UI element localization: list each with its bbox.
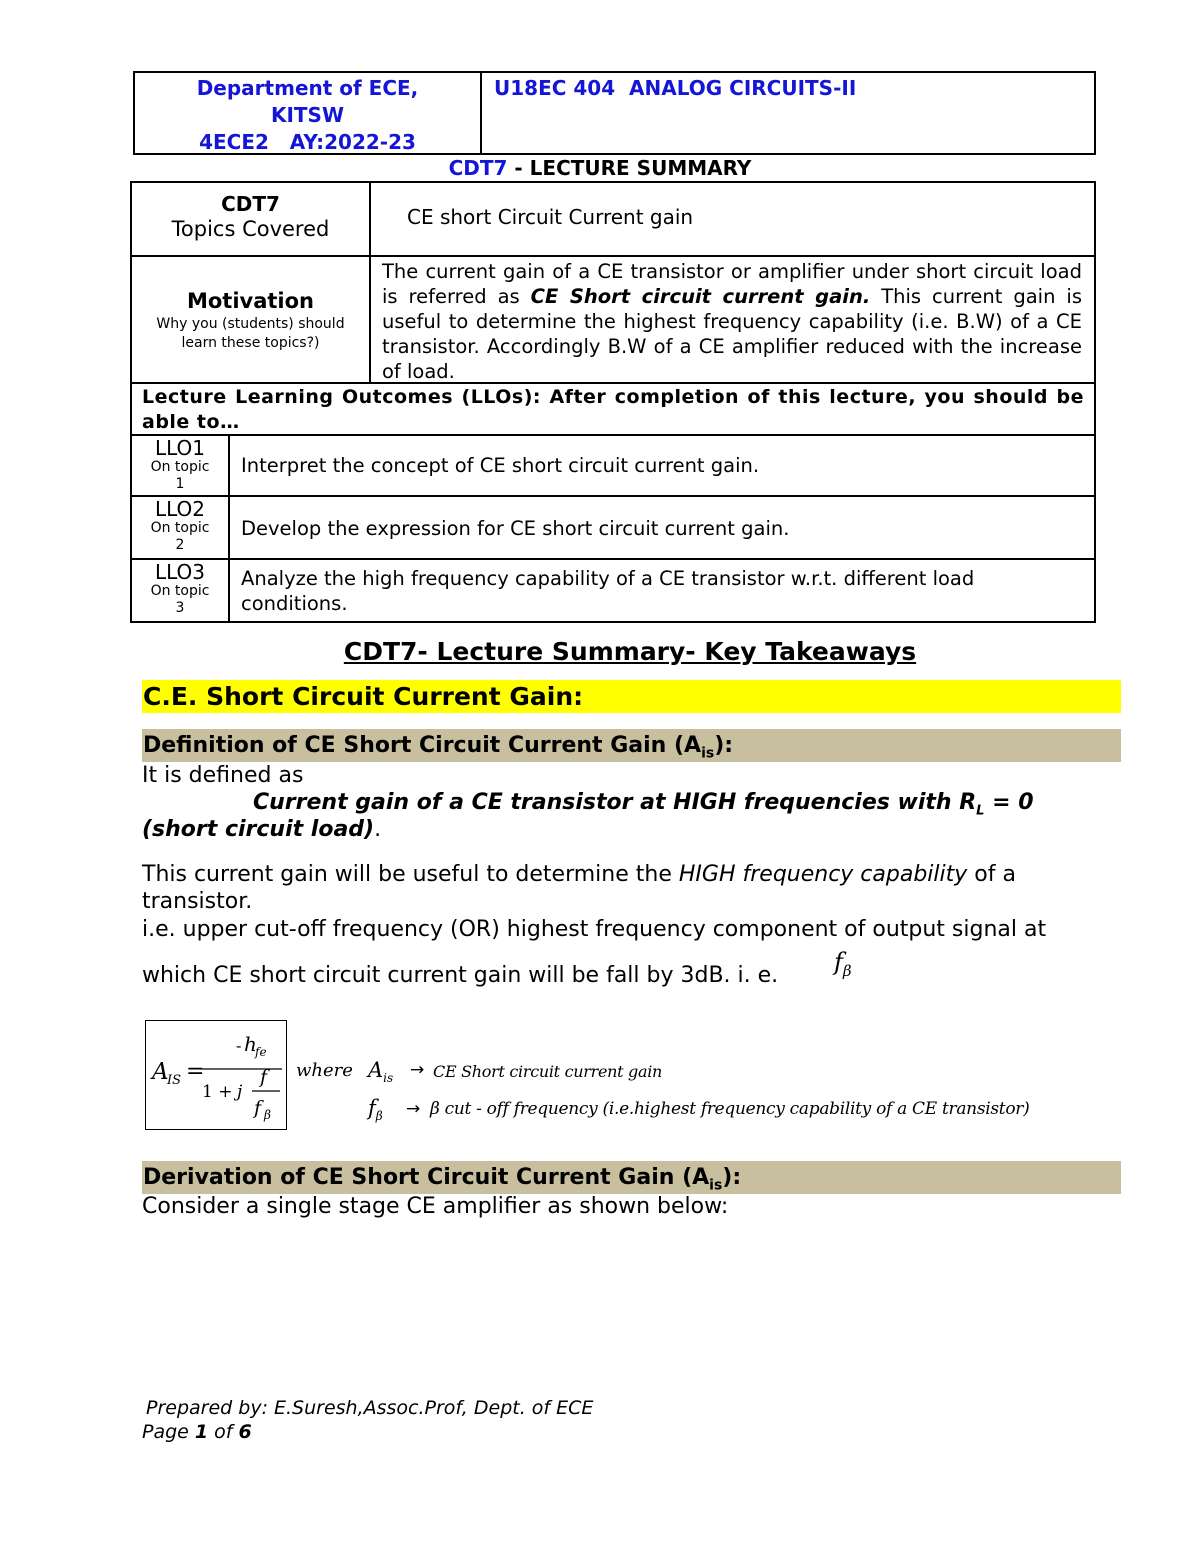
- llo2-code: LLO2: [154, 497, 206, 521]
- llo2-topic: On topic 2: [150, 520, 210, 553]
- definition-para1: This current gain will be useful to determine the HIGH frequency capability of a transistor.: [142, 862, 1016, 914]
- llo2-code-cell: [130, 495, 230, 560]
- section1-title: C.E. Short Circuit Current Gain:: [143, 682, 584, 711]
- svg-text:f: f: [260, 1066, 268, 1088]
- svg-text:β: β: [264, 1108, 271, 1122]
- dept-line-3: 4ECE2 AY:2022-23: [199, 130, 416, 154]
- topics-label-cell: [130, 181, 371, 257]
- llo2-text-cell: [228, 495, 1096, 560]
- llo3-text: Analyze the high frequency capability of a CE transistor w.r.t. different load conditions.: [241, 567, 975, 615]
- motivation-label-cell: [130, 255, 371, 384]
- motivation-text: The current gain of a CE transistor or amplifier under short circuit load is referred as CE Short circuit current gain. This current gain is useful to determine the highest frequency capability (i.e. B.W) of a CE transistor. Accordingly B.W of a CE amplifier reduced with the increase of load.: [382, 260, 1082, 383]
- course-title: U18EC 404 ANALOG CIRCUITS-II: [494, 76, 857, 100]
- header-dept-cell: [133, 71, 482, 155]
- dept-line-1: Department of ECE,: [196, 76, 419, 100]
- header-course-cell: [480, 71, 1096, 155]
- summary-rest: - LECTURE SUMMARY: [507, 156, 752, 180]
- svg-text:fe: fe: [255, 1045, 267, 1059]
- svg-text:-: -: [236, 1036, 242, 1055]
- llo1-topic: On topic 1: [150, 459, 210, 492]
- summary-code: CDT7: [448, 156, 508, 180]
- ais-formula: [146, 1021, 286, 1129]
- llo1-code-cell: [130, 434, 230, 497]
- key-takeaways-heading: CDT7- Lecture Summary- Key Takeaways: [343, 637, 917, 666]
- derivation-heading: Derivation of CE Short Circuit Current Gain $(A_{is})$:: [143, 1165, 742, 1194]
- f-beta-symbol: $f_\beta$: [834, 948, 852, 980]
- llo2-text: Develop the expression for CE short circuit current gain.: [241, 517, 790, 540]
- llo1-text: Interpret the concept of CE short circuit current gain.: [241, 454, 760, 477]
- svg-text:j: j: [237, 1082, 243, 1102]
- definition-para2: i.e. upper cut-off frequency (OR) highest frequency component of output signal at: [142, 917, 1047, 942]
- derivation-band: [142, 1161, 1121, 1194]
- section-band: [142, 680, 1121, 713]
- llo3-code-cell: [130, 558, 230, 623]
- definition-intro: It is defined as: [142, 763, 304, 788]
- page-number: Page 1 of 6: [142, 1421, 252, 1443]
- dept-line-2: KITSW: [270, 103, 345, 127]
- derivation-text: Consider a single stage CE amplifier as shown below:: [142, 1194, 729, 1219]
- motivation-label: Motivation: [186, 289, 315, 313]
- svg-text:=: =: [186, 1059, 205, 1084]
- motivation-sub: Why you (students) should learn these topics?): [156, 316, 345, 351]
- lecture-summary-title: [0, 156, 1200, 180]
- topics-code: CDT7: [221, 192, 280, 216]
- svg-text:h: h: [244, 1032, 257, 1056]
- definition-emph-line2: (short circuit load).: [142, 817, 382, 842]
- llo3-topic: On topic 3: [150, 583, 210, 616]
- llo3-text-cell: [228, 558, 1096, 623]
- definition-band: [142, 729, 1121, 762]
- llo1-code: LLO1: [154, 436, 206, 460]
- arrow-icon: →: [410, 1060, 425, 1080]
- where-label: where: [296, 1060, 353, 1081]
- prepared-by: Prepared by: E.Suresh,Assoc.Prof, Dept. of ECE: [146, 1397, 594, 1419]
- ais-description: CE Short circuit current gain: [433, 1062, 663, 1081]
- llo3-code: LLO3: [154, 560, 206, 584]
- llo-intro-cell: [130, 382, 1096, 436]
- definition-heading: Definition of CE Short Circuit Current Gain $(A_{is})$:: [143, 733, 734, 762]
- definition-para3: which CE short circuit current gain will be fall by 3dB. i. e.: [142, 963, 779, 988]
- topics-value-cell: [369, 181, 1096, 257]
- ais-symbol: $A_{is}$: [368, 1058, 394, 1086]
- formula-box: [145, 1020, 287, 1130]
- topics-value: CE short Circuit Current gain: [407, 205, 694, 229]
- fb-description: β cut - off frequency (i.e.highest frequency capability of a CE transistor): [430, 1099, 1030, 1119]
- arrow-icon-2: →: [406, 1099, 421, 1119]
- svg-text:1 +: 1 +: [202, 1082, 233, 1102]
- motivation-text-cell: [369, 255, 1096, 384]
- llo1-text-cell: [228, 434, 1096, 497]
- llo-intro: Lecture Learning Outcomes (LLOs): After completion of this lecture, you should be able to…: [142, 386, 1084, 433]
- fb-symbol: $f_\beta$: [368, 1096, 383, 1124]
- svg-text:f: f: [254, 1097, 262, 1119]
- topics-label: Topics Covered: [171, 217, 330, 241]
- motivation-emphasis: CE Short circuit current gain.: [530, 285, 871, 308]
- definition-emph-line1: Current gain of a CE transistor at HIGH frequencies with $R_L = 0$: [253, 790, 1034, 819]
- svg-text:IS: IS: [167, 1073, 182, 1088]
- svg-text:A: A: [152, 1059, 169, 1085]
